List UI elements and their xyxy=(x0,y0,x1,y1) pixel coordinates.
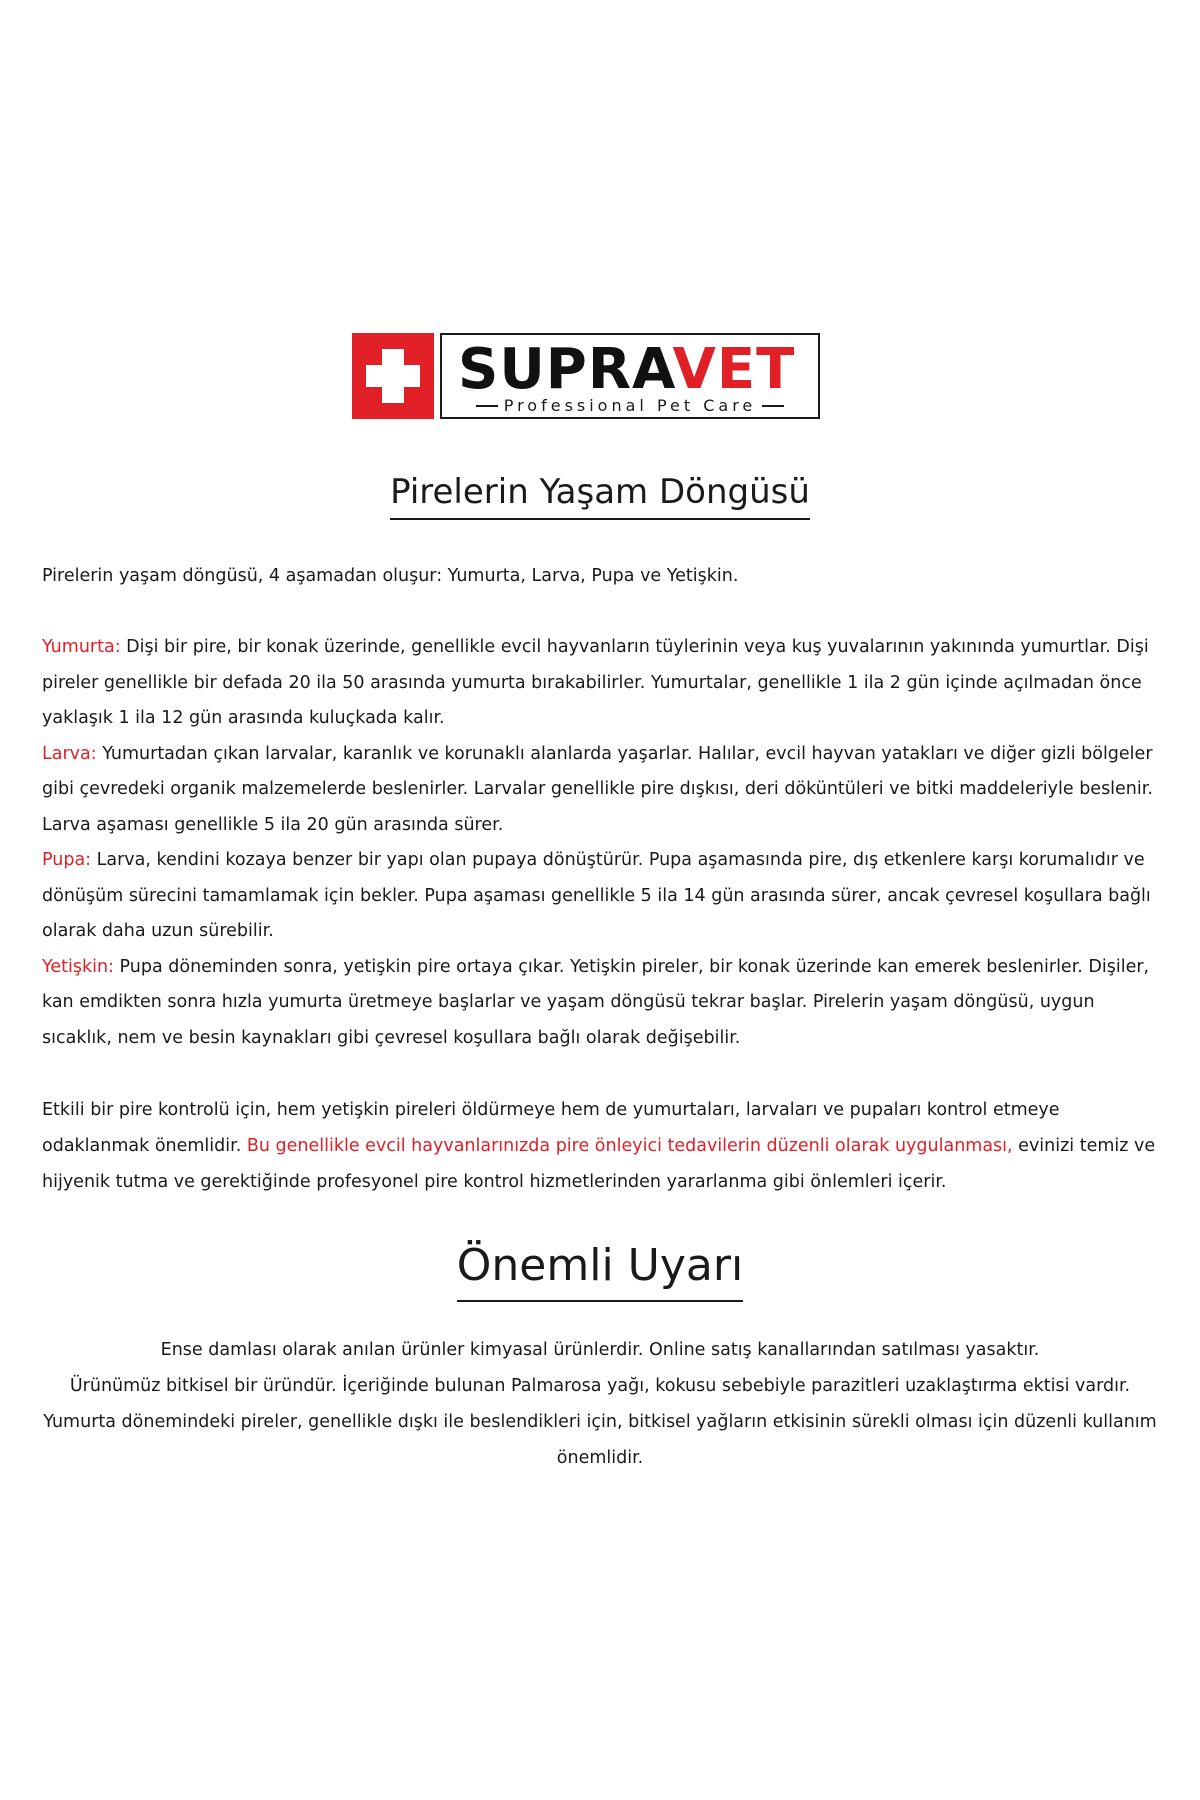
stage-egg-label: Yumurta: xyxy=(42,637,121,657)
warning-heading-wrap xyxy=(0,1236,1200,1302)
logo-tagline: Professional Pet Care xyxy=(503,396,757,415)
stage-adult-text: Pupa döneminden sonra, yetişkin pire ortaya çıkar. Yetişkin pireler, bir konak üzerinde kan emerek beslenirler. Dişiler, kan emdikten sonra hızla yumurta üretmeye başlarlar ve yaşam döngüsü tekrar başlar. Pirelerin yaşam döngüsü, uygun sıcaklık, nem ve besin kaynakları gibi çevresel koşullara bağlı olarak değişebilir. xyxy=(42,956,1150,1048)
closing-text-1: Etkili bir pire kontrolü için, hem yetişkin pireleri öldürmeye hem de yumurtaları, larvaları ve pupaları kontrol etmeye odaklanmak önemlidir. xyxy=(42,1100,1060,1156)
warning-section xyxy=(40,1332,1160,1476)
supravet-logo xyxy=(352,333,820,419)
stage-egg-text: Dişi bir pire, bir konak üzerinde, genellikle evcil hayvanların tüylerinin veya kuş yuvalarının yakınında yumurtlar. Dişi pireler genellikle bir defada 20 ila 50 arasında yumurta bırakabilirler. Yumurtalar, genellikle 1 ila 2 gün içinde açılmadan önce yaklaşık 1 ila 12 gün arasında kuluçkada kalır. xyxy=(42,637,1149,728)
warning-line-3: Yumurta dönemindeki pireler, genellikle dışkı ile beslendikleri için, bitkisel yağların etkisinin sürekli olması için düzenli kullanım önemlidir. xyxy=(43,1412,1157,1468)
tagline-rule-left xyxy=(476,405,498,407)
stage-adult-label: Yetişkin: xyxy=(42,956,114,977)
stage-pupa xyxy=(42,843,1162,950)
warning-heading: Önemli Uyarı xyxy=(457,1236,743,1302)
stage-larva xyxy=(42,737,1162,844)
warning-line-2: Ürünümüz bitkisel bir üründür. İçeriğinde bulunan Palmarosa yağı, kokusu sebebiyle parazitleri uzaklaştırma ektisi vardır. xyxy=(69,1376,1131,1396)
logo-brand-part2: VET xyxy=(672,337,796,402)
intro-paragraph: Pirelerin yaşam döngüsü, 4 aşamadan oluşur: Yumurta, Larva, Pupa ve Yetişkin. xyxy=(42,566,739,586)
closing-text-red: Bu genellikle evcil hayvanlarınızda pire önleyici tedavilerin düzenli olarak uygulanması, xyxy=(246,1136,1013,1156)
stage-adult xyxy=(42,950,1162,1057)
lifecycle-heading: Pirelerin Yaşam Döngüsü xyxy=(390,468,810,520)
cross-icon xyxy=(352,333,434,419)
closing-paragraph xyxy=(42,1092,1162,1200)
logo-tagline-row xyxy=(442,397,818,415)
stage-larva-label: Larva: xyxy=(42,743,97,764)
closing-text-2: evinizi temiz ve hijyenik tutma ve gerektiğinde profesyonel pire kontrol hizmetlerinden yararlanma gibi önlemleri içerir. xyxy=(42,1136,1156,1192)
stage-larva-text: Yumurtadan çıkan larvalar, karanlık ve korunaklı alanlarda yaşarlar. Halılar, evcil hayvan yatakları ve diğer gizli bölgeler gibi çevredeki organik malzemelerde beslenirler. Larvalar genellikle pire dışkısı, deri döküntüleri ve bitki maddeleriyle beslenir. Larva aşaması genellikle 5 ila 20 gün arasında sürer. xyxy=(42,743,1153,835)
logo-brand-part1: SUPRA xyxy=(458,337,673,402)
warning-line-1: Ense damlası olarak anılan ürünler kimyasal ürünlerdir. Online satış kanallarından satılması yasaktır. xyxy=(160,1340,1040,1360)
stage-pupa-text: Larva, kendini kozaya benzer bir yapı olan pupaya dönüştürür. Pupa aşamasında pire, dış etkenlere karşı korumalıdır ve dönüşüm sürecini tamamlamak için bekler. Pupa aşaması genellikle 5 ila 14 gün arasında sürer, ancak çevresel koşullara bağlı olarak daha uzun sürebilir. xyxy=(42,850,1151,941)
lifecycle-heading-wrap xyxy=(0,468,1200,520)
logo-wordmark-box xyxy=(440,333,820,419)
logo-wordmark xyxy=(458,339,795,401)
tagline-rule-right xyxy=(762,405,784,407)
stages-section xyxy=(42,630,1162,1056)
stage-pupa-label: Pupa: xyxy=(42,850,92,870)
stage-egg xyxy=(42,630,1162,737)
